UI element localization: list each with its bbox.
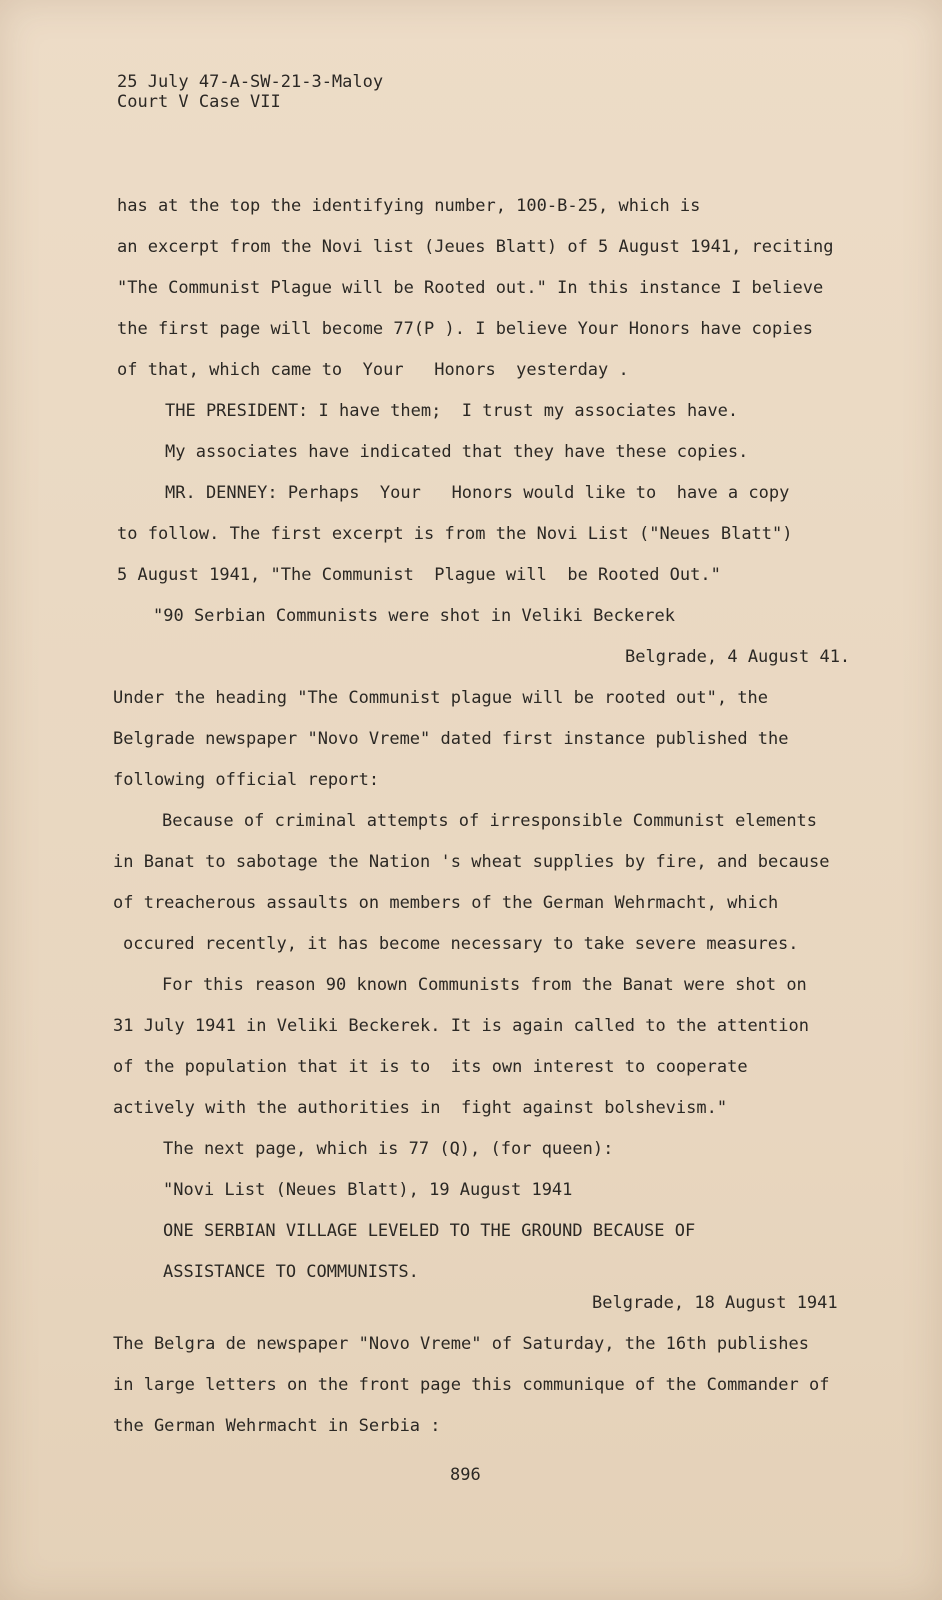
text-line: MR. DENNEY: Perhaps Your Honors would like to have a copy	[165, 483, 790, 503]
text-line: in Banat to sabotage the Nation 's wheat supplies by fire, and because	[113, 852, 830, 872]
text-line: to follow. The first excerpt is from the Novi List ("Neues Blatt")	[117, 524, 793, 544]
text-line: "The Communist Plague will be Rooted out." In this instance I believe	[117, 278, 824, 298]
text-line: following official report:	[113, 770, 380, 790]
text-line: of that, which came to Your Honors yesterday .	[117, 360, 629, 380]
text-line: an excerpt from the Novi list (Jeues Blatt) of 5 August 1941, reciting	[117, 237, 834, 257]
text-line: Belgrade newspaper "Novo Vreme" dated first instance published the	[113, 729, 789, 749]
text-line: actively with the authorities in fight against bolshevism."	[113, 1098, 728, 1118]
heading-line: ASSISTANCE TO COMMUNISTS.	[163, 1262, 419, 1282]
heading-line: ONE SERBIAN VILLAGE LEVELED TO THE GROUND BECAUSE OF	[163, 1221, 696, 1241]
text-line: The Belgra de newspaper "Novo Vreme" of Saturday, the 16th publishes	[113, 1334, 809, 1354]
text-line: in large letters on the front page this communique of the Commander of	[113, 1375, 830, 1395]
header-reference: 25 July 47-A-SW-21-3-Maloy	[117, 72, 384, 92]
page-number: 896	[450, 1465, 481, 1485]
text-line: occured recently, it has become necessary to take severe measures.	[123, 934, 799, 954]
text-line: Because of criminal attempts of irresponsible Communist elements	[162, 811, 818, 831]
text-line: "90 Serbian Communists were shot in Veliki Beckerek	[153, 606, 675, 626]
text-line: of the population that it is to its own interest to cooperate	[113, 1057, 748, 1077]
text-line: of treacherous assaults on members of the German Wehrmacht, which	[113, 893, 779, 913]
header-court-case: Court V Case VII	[117, 92, 281, 112]
text-line: 31 July 1941 in Veliki Beckerek. It is again called to the attention	[113, 1016, 809, 1036]
text-line: For this reason 90 known Communists from the Banat were shot on	[162, 975, 807, 995]
text-line: the German Wehrmacht in Serbia :	[113, 1416, 441, 1436]
dateline: Belgrade, 4 August 41.	[625, 647, 851, 667]
text-line: has at the top the identifying number, 100-B-25, which is	[117, 196, 701, 216]
text-line: "Novi List (Neues Blatt), 19 August 1941	[163, 1180, 573, 1200]
dateline: Belgrade, 18 August 1941	[592, 1293, 838, 1313]
text-line: THE PRESIDENT: I have them; I trust my associates have.	[165, 401, 739, 421]
text-line: the first page will become 77(P ). I believe Your Honors have copies	[117, 319, 813, 339]
text-line: The next page, which is 77 (Q), (for queen):	[163, 1139, 614, 1159]
text-line: My associates have indicated that they have these copies.	[165, 442, 749, 462]
document-header	[117, 72, 383, 112]
text-line: 5 August 1941, "The Communist Plague will be Rooted Out."	[117, 565, 721, 585]
text-line: Under the heading "The Communist plague will be rooted out", the	[113, 688, 769, 708]
